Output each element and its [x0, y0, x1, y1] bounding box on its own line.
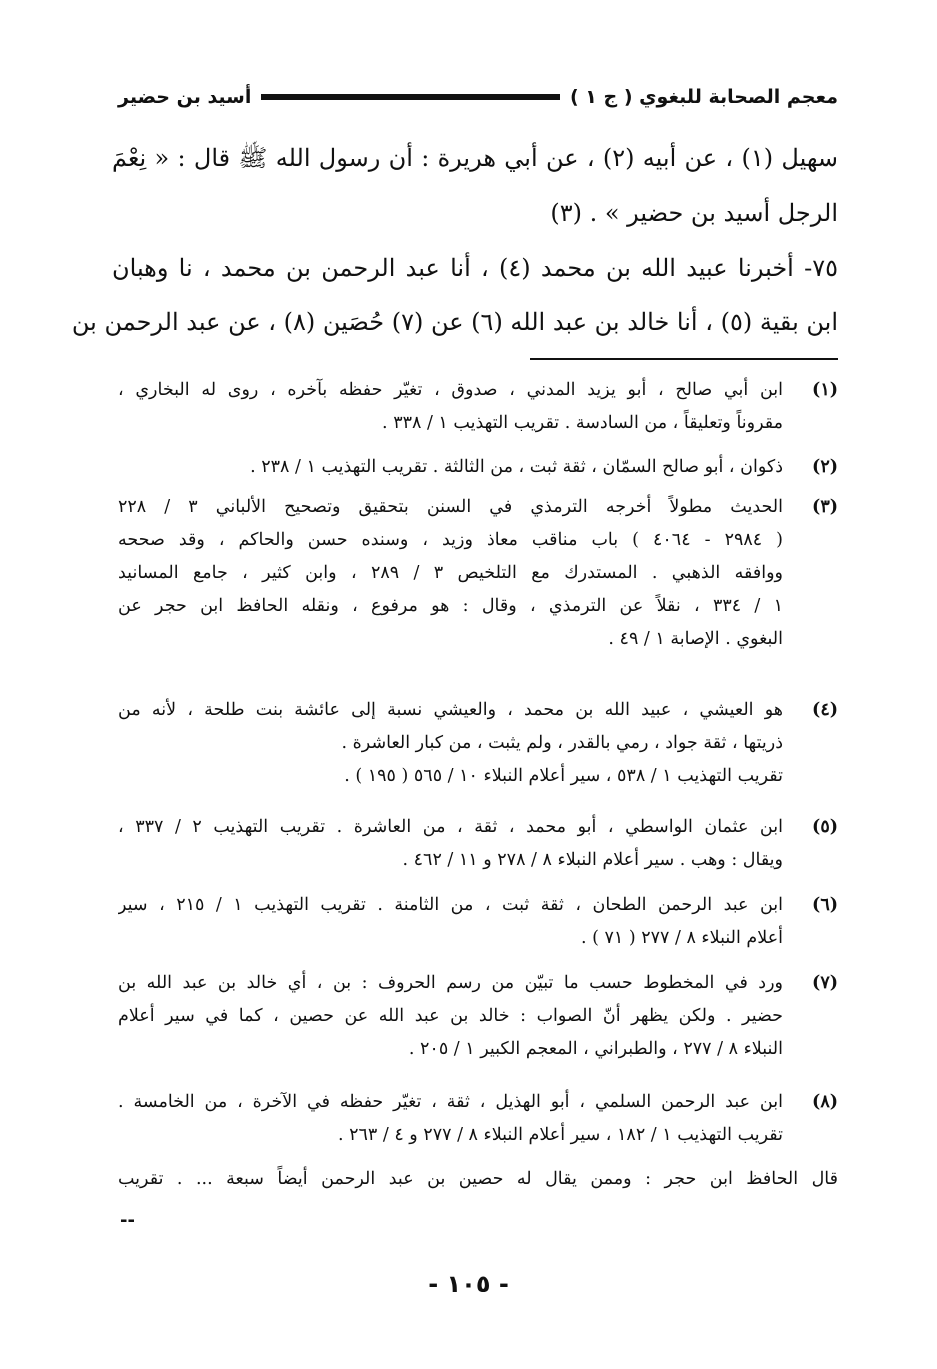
footnote-line: تقريب التهذيب ١ / ٥٣٨ ، سير أعلام النبلاء ١٠ / ٥٦٥ ( ١٩٥ ) . — [344, 766, 783, 786]
footnote-line: ١ / ٣٣٤ ، نقلاً عن الترمذي ، وقال : هو مرفوع ، ونقله الحافظ ابن حجر عن — [118, 596, 783, 616]
footnote-text — [118, 451, 783, 484]
footnote — [118, 491, 838, 656]
footnote — [118, 811, 838, 877]
footnote-divider — [530, 358, 838, 360]
body-line: ابن بقية (٥) ، أنا خالد بن عبد الله (٦) عن (٧) حُصَين (٨) ، عن عبد الرحمن بن — [71, 308, 838, 336]
footnote — [118, 889, 838, 955]
footnote — [118, 374, 838, 440]
header-rule — [261, 94, 560, 100]
footnote-text — [118, 811, 783, 877]
footnote-line: ابن عثمان الواسطي ، أبو محمد ، ثقة ، من العاشرة . تقريب التهذيب ٢ / ٣٣٧ ، — [118, 817, 783, 837]
footnote-number: (٤) — [812, 700, 838, 720]
footnote-line: ورد في المخطوط حسب ما تبيّن من رسم الحروف : بن ، أي خالد بن عبد الله بن — [118, 973, 783, 993]
footnote — [118, 694, 838, 793]
footnote — [118, 967, 838, 1066]
footnote — [118, 1086, 838, 1152]
footnote-number: (٦) — [812, 895, 838, 915]
footnote — [118, 451, 838, 484]
body-line: ٧٥- أخبرنا عبيد الله بن محمد (٤) ، أنا عبد الرحمن بن محمد ، نا وهبان — [112, 254, 838, 282]
footnote-number: (٣) — [812, 497, 838, 517]
footnote-text — [118, 889, 783, 955]
section-title: أسيد بن حضير — [118, 86, 252, 108]
body-line: الرجل أسيد بن حضير » . (٣) — [550, 199, 838, 227]
footnote-line: النبلاء ٨ / ٢٧٧ ، والطبراني ، المعجم الكبير ١ / ٢٠٥ . — [408, 1039, 783, 1059]
footnote-text — [118, 967, 783, 1066]
footnote-line: ويقال : وهب . سير أعلام النبلاء ٨ / ٢٧٨ و ١١ / ٤٦٢ . — [402, 850, 783, 870]
footnote-line: ووافقه الذهبي . المستدرك مع التلخيص ٣ / ٢٨٩ ، وابن كثير ، جامع المسانيد — [118, 563, 783, 583]
footnote-line: ابن عبد الرحمن السلمي ، أبو الهذيل ، ثقة ، تغيّر حفظه في الآخرة ، من الخامسة . — [118, 1092, 783, 1112]
footnote-number: (١) — [812, 380, 838, 400]
book-title: معجم الصحابة للبغوي ( ج ١ ) — [569, 86, 838, 108]
footnote-continuation — [118, 1163, 838, 1196]
footnote-number: (٢) — [812, 457, 838, 477]
footnote-line: البغوي . الإصابة ١ / ٤٩ . — [608, 629, 783, 649]
footnote-line: هو العيشي ، عبيد الله بن محمد ، والعيشي نسبة إلى عائشة بنت طلحة ، لأنه من — [118, 700, 783, 720]
footnote-number: (٥) — [812, 817, 838, 837]
body-line: سهيل (١) ، عن أبيه (٢) ، عن أبي هريرة : أن رسول الله ﷺ قال : « نِعْمَ — [112, 144, 838, 172]
footnote-line: مقروناً وتعليقاً ، من السادسة . تقريب التهذيب ١ / ٣٣٨ . — [382, 413, 783, 433]
footnote-line: تقريب التهذيب ١ / ١٨٢ ، سير أعلام النبلاء ٨ / ٢٧٧ و ٤ / ٢٦٣ . — [337, 1125, 783, 1145]
footnote-number: (٧) — [812, 973, 838, 993]
footnote-line: حضير . ولكن يظهر أنّ الصواب : خالد بن عبد الله عن حصين ، كما في سير أعلام — [118, 1006, 783, 1026]
footnote-line: ابن أبي صالح ، أبو يزيد المدني ، صدوق ، تغيّر حفظه بآخره ، روى له البخاري ، — [118, 380, 783, 400]
page-number: - ١٠٥ - — [428, 1270, 509, 1298]
running-header — [118, 80, 838, 114]
footnote-text — [118, 374, 783, 440]
footnote-line: قال الحافظ ابن حجر : وممن يقال له حصين بن عبد الرحمن أيضاً سبعة ... . تقريب — [118, 1169, 838, 1189]
footnote-line: ( ٢٩٨٤ - ٤٠٦٤ ) باب مناقب معاذ وزيد ، وسنده حسن والحاكم ، وقد صححه — [118, 530, 783, 550]
footnote-line: ذكوان ، أبو صالح السمّان ، ثقة ثبت ، من الثالثة . تقريب التهذيب ١ / ٢٣٨ . — [250, 457, 783, 477]
footnote-line: الحديث مطولاً أخرجه الترمذي في السنن بتحقيق وتصحيح الألباني ٣ / ٢٢٨ — [118, 497, 783, 517]
footnote-number: (٨) — [812, 1092, 838, 1112]
footnote-line: ذريتها ، ثقة جواد ، رمي بالقدر ، ولم يثبت ، من كبار العاشرة . — [341, 733, 783, 753]
footnote-line: أعلام النبلاء ٨ / ٢٧٧ ( ٧١ ) . — [580, 928, 783, 948]
footnote-line: ابن عبد الرحمن الطحان ، ثقة ثبت ، من الثامنة . تقريب التهذيب ١ / ٢١٥ ، سير — [118, 895, 783, 915]
footnote-text — [118, 694, 783, 793]
footnote-text — [118, 1086, 783, 1152]
continuation-mark: -- — [120, 1210, 135, 1231]
footnote-text — [118, 491, 783, 656]
